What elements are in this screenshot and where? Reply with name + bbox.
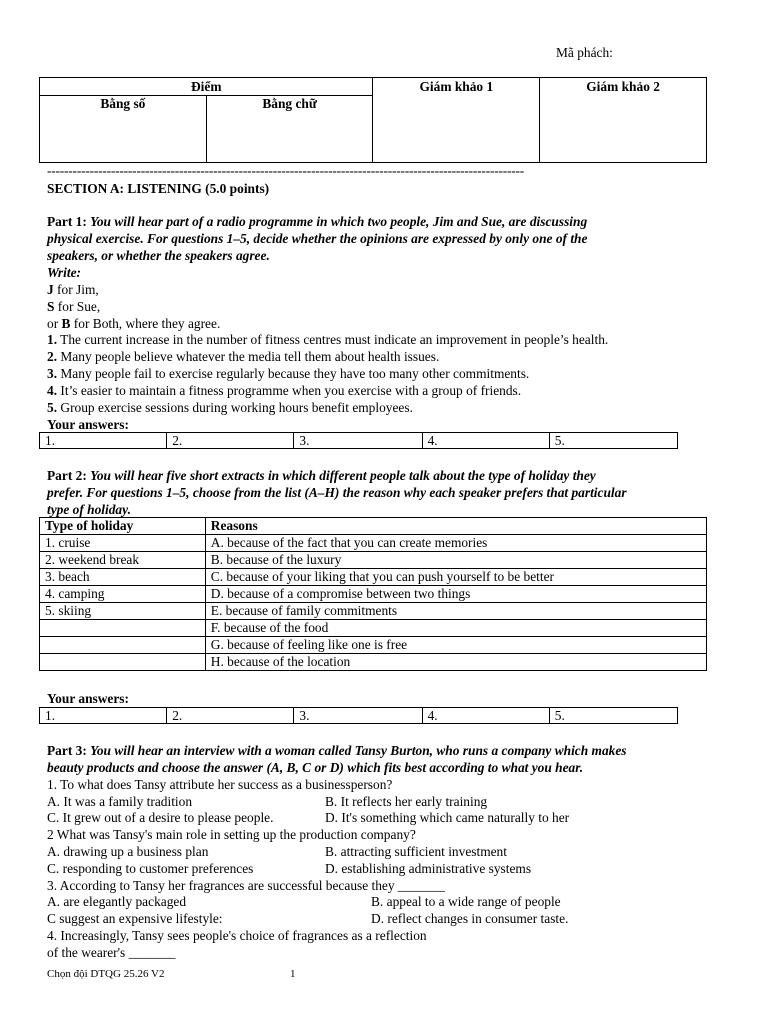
part3-q3-option-a[interactable]: A. are elegantly packaged [47, 894, 187, 909]
holiday-reason-cell: C. because of your liking that you can push yourself to be better [205, 569, 706, 586]
holiday-type-cell [40, 620, 206, 637]
bang-so-cell: Bằng số [40, 96, 207, 163]
part3-q1-option-d[interactable]: D. It's something which came naturally to her [325, 810, 570, 825]
part2-your-answers: Your answers: [47, 691, 129, 706]
part1-label: Part 1 [47, 214, 83, 229]
bang-chu-cell: Bằng chữ [206, 96, 373, 163]
table-row [40, 535, 707, 552]
holiday-type-cell: 4. camping [40, 586, 206, 603]
part3-instruction-line-1: Part 3: You will hear an interview with a woman called Tansy Burton, who runs a company which makes [47, 743, 627, 758]
holiday-type-cell [40, 654, 206, 671]
part3-instruction-line-2: beauty products and choose the answer (A, B, C or D) which fits best according to what you hear. [47, 760, 584, 775]
table-row [40, 637, 707, 654]
part3-q1-option-b[interactable]: B. It reflects her early training [325, 794, 488, 809]
holiday-reason-cell: B. because of the luxury [205, 552, 706, 569]
holiday-reason-cell: G. because of feeling like one is free [205, 637, 706, 654]
part1-answer-1[interactable]: 1. [40, 433, 167, 449]
holiday-reasons-header: Reasons [205, 518, 706, 535]
part1-statement-2: 2. Many people believe whatever the media tell them about health issues. [47, 349, 440, 364]
holiday-type-cell [40, 637, 206, 654]
holiday-reason-cell: F. because of the food [205, 620, 706, 637]
table-row [40, 552, 707, 569]
giam-khao-2-header: Giám khảo 2 [540, 78, 707, 163]
part1-statement-3: 3. Many people fail to exercise regularly because they have too many other commitments. [47, 366, 530, 381]
score-table [39, 77, 707, 163]
part3-q2-option-b[interactable]: B. attracting sufficient investment [325, 844, 507, 859]
part1-statement-5: 5. Group exercise sessions during working hours benefit employees. [47, 400, 413, 415]
part3-q2-option-c[interactable]: C. responding to customer preferences [47, 861, 254, 876]
part1-your-answers: Your answers: [47, 417, 129, 432]
table-row [40, 586, 707, 603]
footer-label: Chọn đội DTQG 25.26 V2 [47, 968, 165, 980]
part2-instruction-line-2: prefer. For questions 1–5, choose from the list (A–H) the reason why each speaker prefers that particular [47, 485, 627, 500]
part3-q2-option-a[interactable]: A. drawing up a business plan [47, 844, 209, 859]
holiday-reason-cell: E. because of family commitments [205, 603, 706, 620]
ma-phach-label: Mã phách: [556, 45, 613, 60]
part3-q1-option-a[interactable]: A. It was a family tradition [47, 794, 193, 809]
table-row [40, 654, 707, 671]
part3-q3-option-b[interactable]: B. appeal to a wide range of people [371, 894, 561, 909]
page-number: 1 [290, 968, 296, 980]
part2-instruction-line-3: type of holiday. [47, 502, 131, 517]
part1-instruction-line-2: physical exercise. For questions 1–5, decide whether the opinions are expressed by only one of the [47, 231, 588, 246]
part2-answer-4[interactable]: 4. [422, 708, 549, 724]
part3-question-4-line-2: of the wearer's _______ [47, 945, 176, 960]
part1-statement-1: 1. The current increase in the number of fitness centres must indicate an improvement in people’s health. [47, 332, 609, 347]
part1-answer-5[interactable]: 5. [549, 433, 677, 449]
divider-line: ---------------------------------------------------------------------------------------------------------------- [47, 163, 525, 178]
part2-answer-3[interactable]: 3. [294, 708, 422, 724]
holiday-reason-cell: A. because of the fact that you can create memories [205, 535, 706, 552]
part3-q3-option-d[interactable]: D. reflect changes in consumer taste. [371, 911, 569, 926]
part1-answer-2[interactable]: 2. [167, 433, 294, 449]
part3-label: Part 3: [47, 743, 87, 758]
holiday-reason-cell: H. because of the location [205, 654, 706, 671]
part1-answer-table [39, 432, 678, 449]
table-row [40, 603, 707, 620]
part1-answer-3[interactable]: 3. [294, 433, 422, 449]
holiday-type-cell: 1. cruise [40, 535, 206, 552]
part1-instruction-line-3: speakers, or whether the speakers agree. [47, 248, 270, 263]
section-title: SECTION A: LISTENING (5.0 points) [47, 181, 270, 196]
part1-key-s: S for Sue, [47, 299, 101, 314]
part3-q3-option-c[interactable]: C suggest an expensive lifestyle: [47, 911, 223, 926]
table-row [40, 569, 707, 586]
part2-label: Part 2: [47, 468, 87, 483]
part2-answer-2[interactable]: 2. [167, 708, 294, 724]
part2-answer-5[interactable]: 5. [549, 708, 677, 724]
part3-q2-option-d[interactable]: D. establishing administrative systems [325, 861, 532, 876]
diem-header: Điểm [40, 78, 373, 96]
part1-key-b: or B for Both, where they agree. [47, 316, 221, 331]
giam-khao-1-header: Giám khảo 1 [373, 78, 540, 163]
table-row [40, 620, 707, 637]
holiday-type-header: Type of holiday [40, 518, 206, 535]
part1-key-j: J for Jim, [47, 282, 99, 297]
holiday-type-cell: 3. beach [40, 569, 206, 586]
part3-question-1: 1. To what does Tansy attribute her success as a businessperson? [47, 777, 393, 792]
part3-question-2: 2 What was Tansy's main role in setting up the production company? [47, 827, 416, 842]
part3-question-4-line-1: 4. Increasingly, Tansy sees people's choice of fragrances as a reflection [47, 928, 427, 943]
part2-answer-1[interactable]: 1. [40, 708, 167, 724]
part2-instruction-line-1: Part 2: You will hear five short extracts in which different people talk about the type of holiday they [47, 468, 596, 483]
part2-answer-table [39, 707, 678, 724]
holiday-table [39, 517, 707, 671]
part1-write: Write: [47, 265, 81, 280]
part3-question-3: 3. According to Tansy her fragrances are successful because they _______ [47, 878, 445, 893]
holiday-reason-cell: D. because of a compromise between two things [205, 586, 706, 603]
part1-answer-4[interactable]: 4. [422, 433, 549, 449]
holiday-type-cell: 5. skiing [40, 603, 206, 620]
holiday-type-cell: 2. weekend break [40, 552, 206, 569]
part1-statement-4: 4. It’s easier to maintain a fitness programme when you exercise with a group of friends. [47, 383, 522, 398]
part1-instruction-line-1: Part 1: You will hear part of a radio programme in which two people, Jim and Sue, are discussing [47, 214, 588, 229]
part3-q1-option-c[interactable]: C. It grew out of a desire to please people. [47, 810, 274, 825]
